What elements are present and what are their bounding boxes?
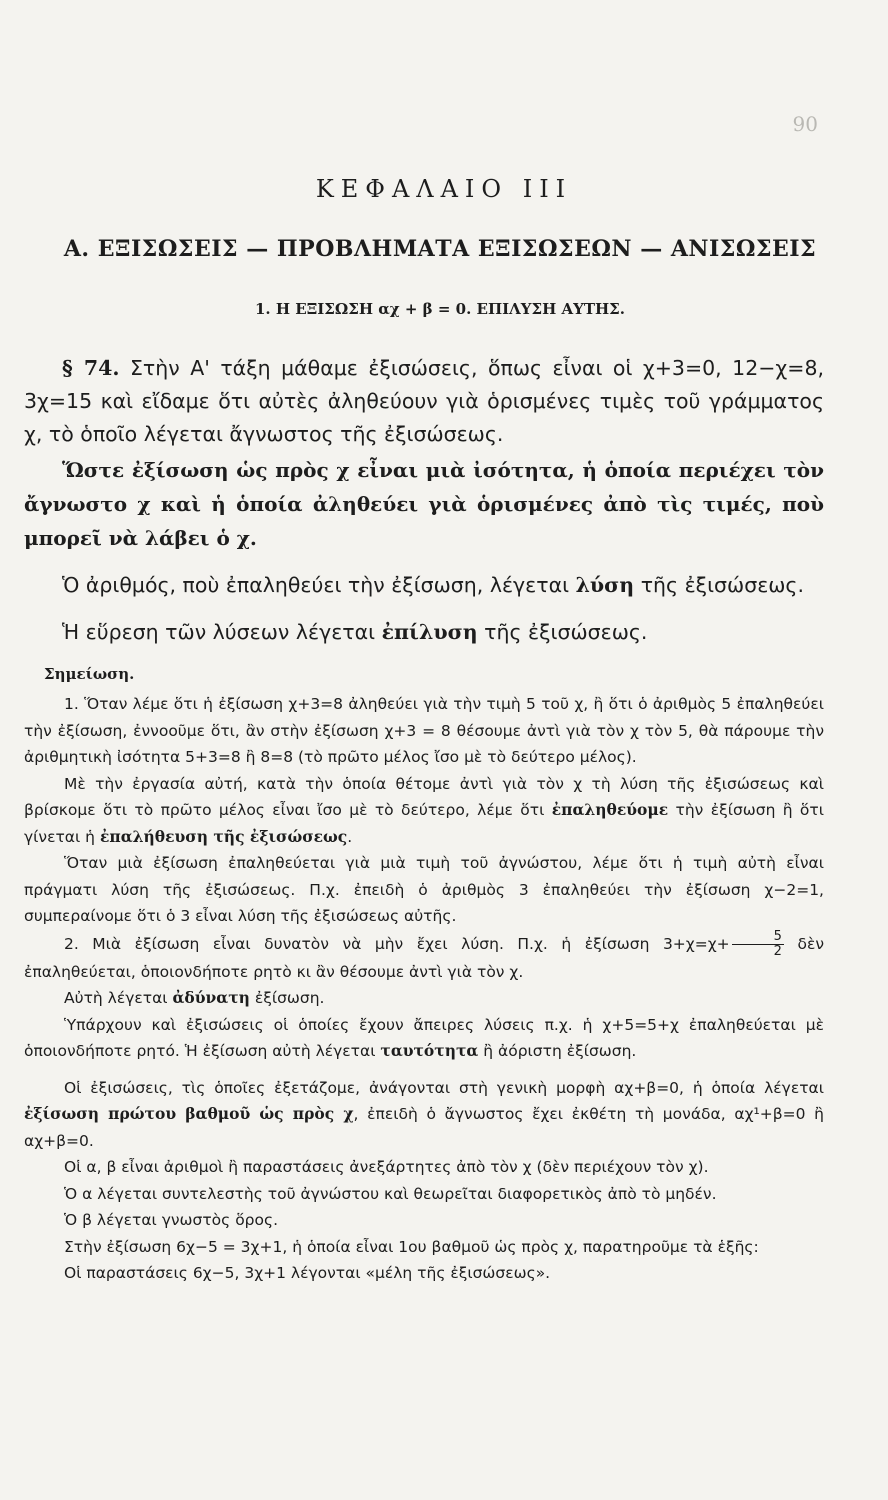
chapter-title: ΚΕΦΑΛΑΙΟ III (315, 175, 573, 203)
note-paragraph-1: 1. Ὅταν λέμε ὅτι ἡ ἐξίσωση χ+3=8 ἀληθεύει γιὰ τὴν τιμὴ 5 τοῦ χ, ἢ ὅτι ὁ ἀριθμὸς 5 ἐπαληθεύει τὴν ἐξίσωση, ἐννοοῦμε ὅτι, ἂν στὴν ἐξίσωση χ+3 = 8 θέσουμε ἀντὶ γιὰ τὸν χ τὸν 5, θὰ πάρουμε τὴν ἀριθμητικὴ ἰσότητα 5+3=8 ἢ 8=8 (τὸ πρῶτο μέλος ἴσο μὲ τὸ δεύτερο μέλος). (24, 695, 824, 766)
term-identity: ταυτότητα (380, 1041, 479, 1060)
term-verification: ἐπαλήθευση τῆς ἐξισώσεως (99, 826, 348, 846)
intro-text: Στὴν Α' τάξη μάθαμε ἐξισώσεις, ὅπως εἶναι οἱ χ+3=0, 12−χ=8, 3χ=15 καὶ εἴδαμε ὅτι αὐτὲς ἀληθεύουν γιὰ ὁρισμένες τιμὲς τοῦ γράμματος χ, τὸ ὁποῖο λέγεται ἄγνωστος τῆς ἐξισώσεως. (24, 356, 825, 446)
definition-paragraph: Ὥστε ἐξίσωση ὡς πρὸς χ εἶναι μιὰ ἰσότητα, ἡ ὁποία περιέχει τὸν ἄγνωστο χ καὶ ἡ ὁποία ἀληθεύει γιὰ ὁρισμένες ἀπὸ τὶς τιμές, ποὺ μπορεῖ νὰ λάβει ὁ χ. (24, 458, 824, 550)
section-title: Α. ΕΞΙΣΩΣΕΙΣ — ΠΡΟΒΛΗΜΑΤΑ ΕΞΙΣΩΣΕΩΝ — ΑΝΙΣΩΣΕΙΣ (63, 236, 817, 262)
general-p1-end: , ἐπειδὴ ὁ ἄγνωστος ἔχει ἐκθέτη τὴ μονάδα, αχ¹+β=0 ἢ αχ+β=0. (24, 1105, 824, 1150)
note-p2-text: Μὲ τὴν ἐργασία αὐτή, κατὰ τὴν ὁποία θέτομε ἀντὶ γιὰ τὸν χ τὴ λύση τῆς ἐξισώσεως καὶ βρίσκομε ὅτι τὸ πρῶτο μέλος εἶναι ἴσο μὲ τὸ δεύτερο, λέμε ὅτι (24, 774, 824, 819)
term-impossible: ἀδύνατη (172, 988, 250, 1007)
fraction (732, 930, 784, 959)
general-paragraph-3: Ὁ α λέγεται συντελεστὴς τοῦ ἀγνώστου καὶ θεωρεῖται διαφορετικὸς ἀπὸ τὸ μηδέν. (64, 1184, 717, 1203)
general-paragraph-2: Οἱ α, β εἶναι ἀριθμοὶ ἢ παραστάσεις ἀνεξάρτητες ἀπὸ τὸν χ (δὲν περιέχουν τὸν χ). (64, 1158, 709, 1176)
solution-definition (24, 569, 824, 602)
solution-def-text: Ὁ ἀριθμός, ποὺ ἐπαληθεύει τὴν ἐξίσωση, λέγεται (62, 573, 576, 597)
solution-def-end: τῆς ἐξισώσεως. (634, 573, 804, 597)
bleed-through-page-number: 90 (792, 112, 818, 136)
subsection-title: 1. Η ΕΞΙΣΩΣΗ αχ + β = 0. ΕΠΙΛΥΣΗ ΑΥΤΗΣ. (255, 300, 625, 318)
term-verify: ἐπαληθεύομε (551, 800, 669, 819)
note-p2-end: . (347, 827, 353, 846)
general-paragraph-6: Οἱ παραστάσεις 6χ−5, 3χ+1 λέγονται «μέλη τῆς ἐξισώσεως». (64, 1264, 551, 1282)
general-paragraph-4: Ὁ β λέγεται γνωστὸς ὅρος. (64, 1211, 279, 1229)
note-p4-text: 2. Μιὰ ἐξίσωση εἶναι δυνατὸν νὰ μὴν ἔχει λύση. Π.χ. ἡ ἐξίσωση 3+χ=χ+ (64, 934, 730, 953)
note-p5-end: ἐξίσωση. (249, 989, 325, 1007)
note-paragraph-4 (24, 930, 824, 986)
note-paragraph-6 (24, 1012, 824, 1065)
note-p6-end: ἢ ἀόριστη ἐξίσωση. (478, 1042, 637, 1060)
paragraph-number: § 74. (62, 356, 120, 380)
general-p1-text: Οἱ ἐξισώσεις, τὶς ὁποῖες ἐξετάζομε, ἀνάγονται στὴ γενικὴ μορφὴ αχ+β=0, ἡ ὁποία λέγεται (64, 1078, 824, 1097)
note-p4-end: δὲν ἐπαληθεύεται, ὁποιονδήποτε ρητὸ κι ἂν θέσουμε ἀντὶ γιὰ τὸν χ. (24, 934, 824, 981)
intro-paragraph (24, 352, 824, 451)
note-p6-text: Ὑπάρχουν καὶ ἐξισώσεις οἱ ὁποίες ἔχουν ἄπειρες λύσεις π.χ. ἡ χ+5=5+χ ἐπαληθεύεται μὲ ὁποιονδήποτε ρητό. Ἡ ἐξίσωση αὐτὴ λέγεται (24, 1015, 824, 1060)
fraction-numerator: 5 (732, 930, 784, 945)
note-paragraph-2 (24, 771, 824, 851)
note-paragraph-5 (24, 985, 824, 1012)
note-p5-text: Αὐτὴ λέγεται (64, 989, 173, 1007)
term-solution: λύση (575, 573, 635, 597)
note-heading: Σημείωση. (44, 665, 135, 683)
term-solving: ἐπίλυση (381, 620, 478, 644)
fraction-denominator: 2 (773, 943, 782, 959)
note-paragraph-3: Ὅταν μιὰ ἐξίσωση ἐπαληθεύεται γιὰ μιὰ τιμὴ τοῦ ἀγνώστου, λέμε ὅτι ἡ τιμὴ αὐτὴ εἶναι πράγματι λύση τῆς ἐξισώσεως. Π.χ. ἐπειδὴ ὁ ἀριθμὸς 3 ἐπαληθεύει τὴν ἐξίσωση χ−2=1, συμπεραίνομε ὅτι ὁ 3 εἶναι λύση τῆς ἐξισώσεως αὐτῆς. (24, 854, 824, 925)
note-p2-mid: τὴν ἐξίσωση ἢ ὅτι γίνεται ἡ (24, 801, 824, 846)
solving-def-end: τῆς ἐξισώσεως. (477, 620, 648, 644)
general-paragraph-1 (24, 1075, 824, 1155)
general-paragraph-5: Στὴν ἐξίσωση 6χ−5 = 3χ+1, ἡ ὁποία εἶναι 1ου βαθμοῦ ὡς πρὸς χ, παρατηροῦμε τὰ ἑξῆς: (64, 1237, 759, 1256)
solving-definition (24, 616, 824, 649)
term-first-degree: ἐξίσωση πρώτου βαθμοῦ ὡς πρὸς χ (24, 1104, 354, 1123)
page-body (24, 352, 824, 1287)
solving-def-text: Ἡ εὕρεση τῶν λύσεων λέγεται (62, 620, 382, 644)
